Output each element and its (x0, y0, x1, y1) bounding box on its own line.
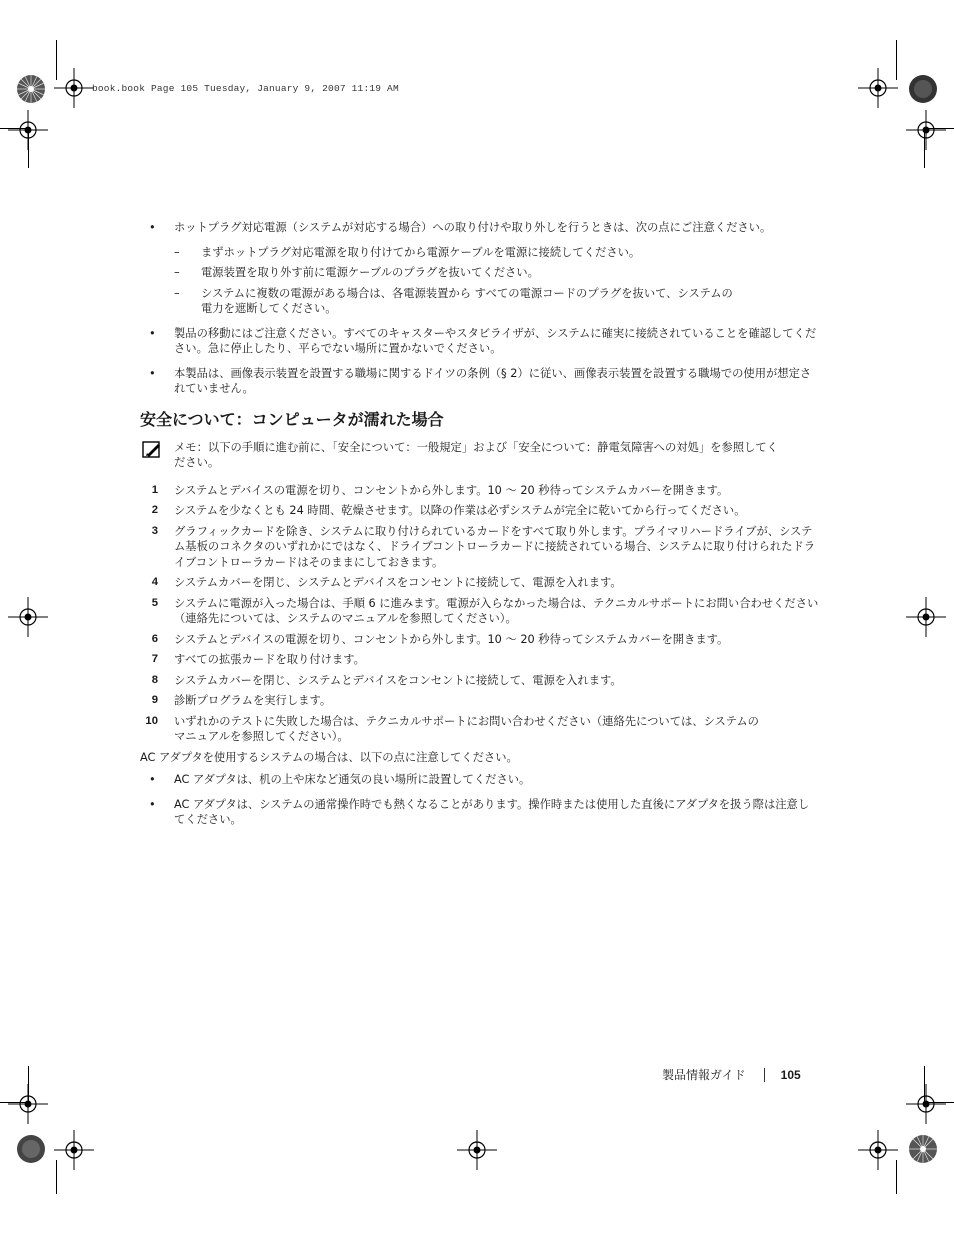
step-number: 2 (151, 504, 158, 516)
step-item (140, 596, 820, 627)
step-text: システムとデバイスの電源を切り、コンセントから外します。10 〜 20 秒待ってシステムカバーを開きます。 (174, 632, 729, 646)
step-text: システムに電源が入った場合は、手順 6 に進みます。電源が入らなかった場合は、テクニカルサポートにお問い合わせください（連絡先については、システムのマニュアルを参照してください）。 (174, 596, 819, 625)
bullet-mark: • (149, 221, 156, 234)
step-number: 10 (145, 714, 158, 727)
crosshair-mark-icon (54, 68, 94, 108)
crosshair-mark-icon (906, 1084, 946, 1124)
dash-mark: – (174, 266, 180, 279)
footer-section-name: 製品情報ガイド (662, 1068, 746, 1082)
bullet-mark: • (149, 773, 156, 786)
step-number: 6 (151, 632, 158, 645)
step-text: システムとデバイスの電源を切り、コンセントから外します。10 〜 20 秒待ってシステムカバーを開きます。 (174, 483, 729, 497)
note-block (140, 440, 820, 471)
section-title: 安全について：コンピュータが濡れた場合 (140, 409, 444, 429)
sub-list (140, 245, 820, 317)
step-text: いずれかのテストに失敗した場合は、テクニカルサポートにお問い合わせください（連絡先については、システムのマニュアルを参照してください）。 (174, 714, 759, 743)
registration-wheel-top-left (16, 74, 46, 104)
footer-divider (764, 1068, 765, 1082)
crop-line (924, 1066, 925, 1106)
registration-wheel-bottom-right (908, 1134, 938, 1164)
step-number: 1 (151, 483, 158, 496)
dash-mark: – (174, 245, 180, 259)
crop-line (28, 1066, 29, 1106)
step-number: 4 (151, 576, 158, 588)
step-number: 3 (151, 524, 158, 537)
crop-line (56, 1160, 57, 1194)
step-text: システムを少なくとも 24 時間、乾燥させます。以降の作業は必ずシステムが完全に乾いてから行ってください。 (174, 504, 746, 517)
list-item (140, 326, 820, 357)
step-text: 診断プログラムを実行します。 (174, 694, 332, 707)
step-item (140, 652, 820, 668)
crosshair-mark-icon (8, 597, 48, 637)
step-number: 8 (151, 673, 158, 686)
sub-list-item (140, 245, 820, 261)
step-item (140, 575, 820, 591)
step-item (140, 693, 820, 709)
crop-line (924, 128, 925, 168)
registration-wheel-top-right (908, 74, 938, 104)
step-number: 5 (151, 596, 158, 609)
crop-line (28, 128, 29, 168)
crop-line (0, 128, 30, 129)
list-item (140, 366, 820, 397)
page-number: 105 (780, 1067, 801, 1082)
bullet-mark: • (149, 797, 156, 811)
crosshair-mark-icon (906, 597, 946, 637)
bullet-text: 製品の移動にはご注意ください。すべてのキャスターやスタビライザが、システムに確実に接続されていることを確認してください。急に停止したり、平らでない場所に置かないでください。 (174, 326, 817, 355)
crop-line (896, 40, 897, 80)
step-item (140, 632, 820, 648)
step-number: 9 (151, 694, 158, 706)
bullet-text: AC アダプタは、システムの通常操作時でも熱くなることがあります。操作時または使用した直後にアダプタを扱う際は注意してください。 (174, 797, 810, 826)
bullet-text: ホットプラグ対応電源（システムが対応する場合）への取り付けや取り外しを行うときは、次の点にご注意ください。 (174, 221, 772, 234)
crop-line (56, 40, 57, 80)
sub-item-text: まずホットプラグ対応電源を取り付けてから電源ケーブルを電源に接続してください。 (201, 245, 641, 259)
crosshair-mark-icon (858, 1130, 898, 1170)
step-item (140, 524, 820, 571)
crosshair-mark-icon (54, 1130, 94, 1170)
step-text: すべての拡張カードを取り付けます。 (174, 653, 365, 666)
step-text: システムカバーを閉じ、システムとデバイスをコンセントに接続して、電源を入れます。 (174, 673, 622, 687)
step-item (140, 673, 820, 689)
step-item (140, 503, 820, 519)
note-pencil-icon (142, 441, 162, 459)
step-text: グラフィックカードを除き、システムに取り付けられているカードをすべて取り外します。プライマリハードライブが、システム基板のコネクタのいずれかにではなく、ドライブコントローラカードに接続されている場合、システムに取り付けられたドライブコントローラカードはそのままにしておきます。 (174, 524, 816, 569)
crop-line (924, 1102, 954, 1103)
dash-mark: – (174, 286, 180, 300)
sub-list-item (140, 286, 820, 317)
crop-line (896, 1160, 897, 1194)
crosshair-mark-icon (858, 68, 898, 108)
crosshair-mark-icon (457, 1130, 497, 1170)
sub-list-item (140, 265, 820, 281)
crop-line (924, 128, 954, 129)
page-content (140, 220, 820, 837)
step-item (140, 483, 820, 499)
page-footer (662, 1066, 801, 1083)
note-text: メモ：以下の手順に進む前に、「安全について：一般規定」および「安全について：静電気障害への対処」を参照してください。 (174, 440, 778, 469)
registration-wheel-bottom-left (16, 1134, 46, 1164)
bullet-text: 本製品は、画像表示装置を設置する職場に関するドイツの条例（§ 2）に従い、画像表示装置を設置する職場での使用が想定されていません。 (174, 366, 812, 395)
print-header: book.book Page 105 Tuesday, January 9, 2007 11:19 AM (92, 83, 399, 94)
list-item (140, 797, 820, 828)
crop-line (0, 1102, 30, 1103)
bullet-mark: • (149, 366, 156, 380)
step-text: システムカバーを閉じ、システムとデバイスをコンセントに接続して、電源を入れます。 (174, 576, 622, 589)
bullet-mark: • (149, 326, 156, 340)
list-item (140, 220, 820, 236)
sub-item-text: 電源装置を取り外す前に電源ケーブルのプラグを抜いてください。 (201, 266, 539, 279)
step-item (140, 714, 820, 745)
crosshair-mark-icon (906, 110, 946, 150)
ac-adapter-paragraph: AC アダプタを使用するシステムの場合は、以下の点に注意してください。 (140, 750, 518, 764)
list-item (140, 772, 820, 788)
bullet-text: AC アダプタは、机の上や床など通気の良い場所に設置してください。 (174, 773, 531, 786)
sub-item-text: システムに複数の電源がある場合は、各電源装置から すべての電源コードのプラグを抜いて、システムの電力を遮断してください。 (201, 286, 733, 315)
step-number: 7 (151, 653, 158, 665)
